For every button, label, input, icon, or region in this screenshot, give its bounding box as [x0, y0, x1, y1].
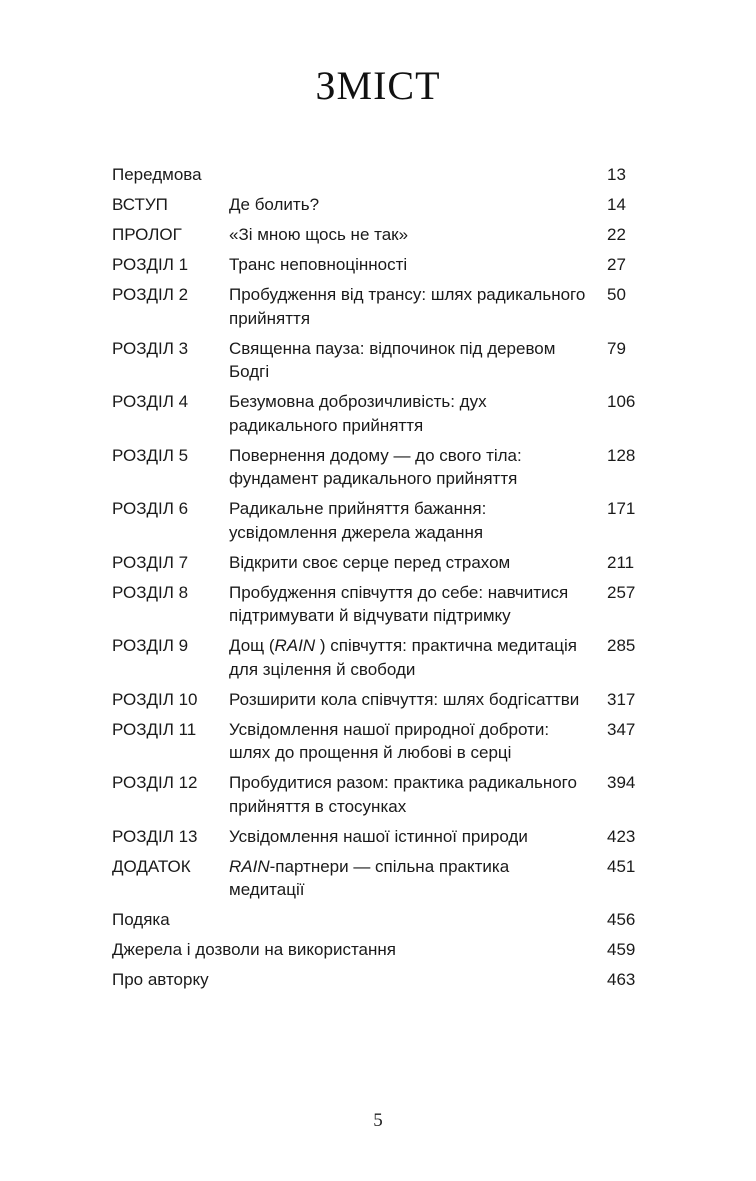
toc-entry-chapter-6[interactable] — [112, 497, 642, 544]
toc-entry-about-author[interactable] — [112, 968, 642, 992]
toc-entry-page: 456 — [607, 910, 636, 929]
toc-entry-title: Безумовна доброзичливість: дух радикального прийняття — [229, 392, 487, 435]
table-of-contents — [112, 163, 642, 998]
toc-title-italic: RAIN — [274, 636, 316, 655]
toc-title-italic: RAIN — [229, 856, 270, 876]
toc-entry-title: «Зі мною щось не так» — [229, 225, 409, 244]
toc-entry-title — [229, 855, 589, 902]
toc-entry-label: РОЗДІЛ 4 — [112, 392, 189, 411]
toc-entry-acknowledgments[interactable] — [112, 908, 642, 932]
toc-entry-chapter-11[interactable] — [112, 718, 642, 765]
toc-entry-page: 463 — [607, 970, 636, 989]
toc-entry-label: РОЗДІЛ 7 — [112, 552, 189, 572]
toc-entry-label: РОЗДІЛ 13 — [112, 826, 198, 846]
toc-entry-label: Джерела і дозволи на використання — [112, 940, 396, 959]
toc-entry-page: 285 — [607, 636, 636, 655]
toc-entry-page: 451 — [607, 856, 636, 876]
toc-entry-title: Транс неповноцінності — [229, 255, 408, 274]
toc-entry-label: РОЗДІЛ 2 — [112, 285, 189, 304]
toc-entry-title: Де болить? — [229, 195, 320, 214]
toc-entry-chapter-5[interactable] — [112, 444, 642, 491]
toc-entry-label: РОЗДІЛ 6 — [112, 499, 189, 518]
toc-title-suffix: -партнери — спільна практика медитації — [229, 856, 510, 899]
toc-entry-title: Священна пауза: відпочинок під деревом Бодгі — [229, 338, 556, 381]
toc-entry-chapter-4[interactable] — [112, 390, 642, 437]
toc-entry-title: Розширити кола співчуття: шлях бодгісаттви — [229, 689, 580, 709]
toc-entry-foreword[interactable] — [112, 163, 642, 187]
toc-entry-chapter-3[interactable] — [112, 337, 642, 384]
toc-entry-page: 128 — [607, 445, 636, 465]
toc-entry-title — [229, 634, 589, 681]
toc-entry-page: 27 — [607, 255, 626, 274]
toc-entry-label: РОЗДІЛ 1 — [112, 255, 189, 274]
toc-entry-page: 22 — [607, 225, 626, 244]
toc-entry-label: ДОДАТОК — [112, 856, 191, 876]
toc-entry-page: 171 — [607, 499, 636, 518]
page-number: 5 — [373, 1110, 383, 1131]
toc-entry-title: Пробудження співчуття до себе: навчитися підтримувати й відчувати підтримку — [229, 582, 569, 625]
toc-entry-label: РОЗДІЛ 5 — [112, 445, 189, 465]
toc-entry-page: 423 — [607, 826, 636, 846]
toc-entry-title: Повернення додому — до свого тіла: фундамент радикального прийняття — [229, 445, 522, 488]
toc-entry-title: Пробудитися разом: практика радикального прийняття в стосунках — [229, 773, 577, 816]
toc-entry-chapter-2[interactable] — [112, 283, 642, 330]
toc-title-suffix: ) співчуття: практична медитація для зцілення й свободи — [229, 636, 577, 679]
toc-entry-chapter-1[interactable] — [112, 253, 642, 277]
toc-entry-label: Подяка — [112, 910, 170, 929]
toc-entry-page: 394 — [607, 773, 636, 792]
toc-title-prefix: Дощ ( — [229, 636, 275, 655]
toc-entry-chapter-8[interactable] — [112, 581, 642, 628]
toc-entry-title: Відкрити своє серце перед страхом — [229, 552, 511, 572]
toc-entry-title: Пробудження від трансу: шлях радикального прийняття — [229, 285, 586, 328]
toc-entry-label: Про авторку — [112, 970, 209, 989]
toc-entry-title: Усвідомлення нашої природної доброти: шлях до прощення й любові в серці — [229, 719, 550, 762]
toc-entry-page: 257 — [607, 582, 636, 602]
toc-entry-appendix[interactable] — [112, 855, 642, 902]
toc-entry-chapter-13[interactable] — [112, 825, 642, 849]
toc-entry-title: Радикальне прийняття бажання: усвідомлення джерела жадання — [229, 499, 487, 542]
toc-entry-prologue[interactable] — [112, 223, 642, 247]
toc-entry-introduction[interactable] — [112, 193, 642, 217]
toc-entry-chapter-12[interactable] — [112, 771, 642, 818]
toc-entry-page: 14 — [607, 195, 626, 214]
toc-entry-page: 211 — [607, 552, 635, 572]
toc-entry-label: РОЗДІЛ 8 — [112, 582, 189, 602]
toc-entry-page: 459 — [607, 940, 636, 959]
toc-entry-label: РОЗДІЛ 9 — [112, 636, 189, 655]
toc-entry-chapter-10[interactable] — [112, 688, 642, 712]
toc-entry-page: 106 — [607, 392, 636, 411]
toc-entry-sources[interactable] — [112, 938, 642, 962]
toc-entry-page: 347 — [607, 719, 636, 739]
toc-entry-chapter-7[interactable] — [112, 551, 642, 575]
toc-entry-label: РОЗДІЛ 3 — [112, 338, 189, 358]
toc-entry-page: 50 — [607, 285, 626, 304]
toc-entry-label: ПРОЛОГ — [112, 225, 182, 244]
toc-entry-chapter-9[interactable] — [112, 634, 642, 681]
toc-entry-page: 317 — [607, 689, 636, 709]
toc-entry-label: РОЗДІЛ 11 — [112, 719, 197, 739]
toc-entry-page: 13 — [607, 165, 626, 184]
toc-entry-label: ВСТУП — [112, 195, 168, 214]
toc-entry-title: Усвідомлення нашої істинної природи — [229, 826, 528, 846]
toc-entry-label: Передмова — [112, 165, 202, 184]
toc-entry-label: РОЗДІЛ 12 — [112, 773, 198, 792]
toc-entry-page: 79 — [607, 338, 626, 358]
page-title: ЗМІСТ — [315, 63, 441, 108]
toc-entry-label: РОЗДІЛ 10 — [112, 689, 198, 709]
